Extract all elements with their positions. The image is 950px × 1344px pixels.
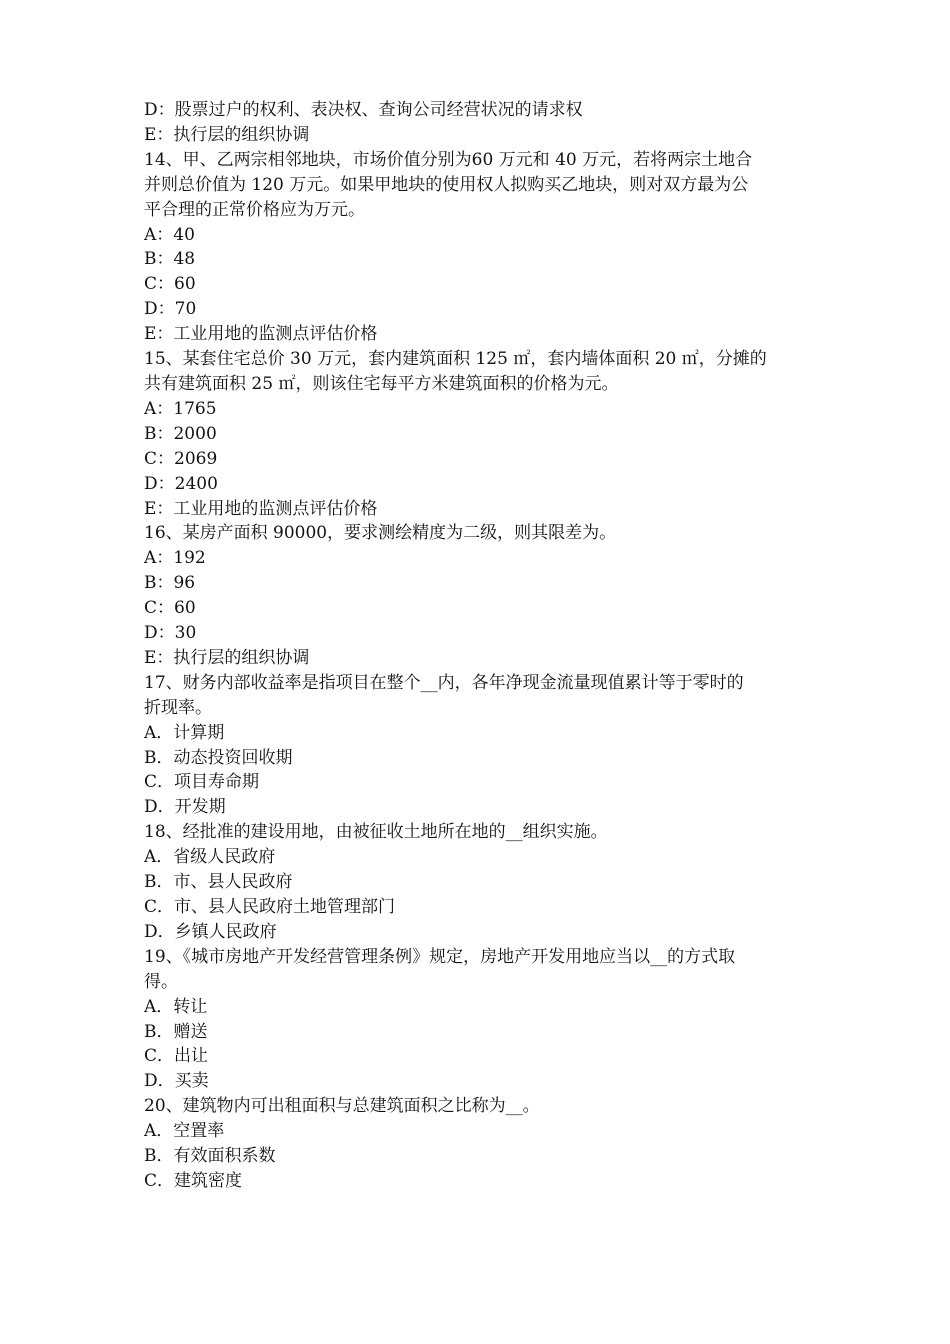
answer-option: B．动态投资回收期 bbox=[144, 747, 293, 768]
question-text-line: 得。 bbox=[144, 971, 178, 992]
question-text-line: 18、经批准的建设用地，由被征收土地所在地的__组织实施。 bbox=[144, 822, 608, 843]
answer-option: B．有效面积系数 bbox=[144, 1146, 276, 1167]
question-text-line: 14、甲、乙两宗相邻地块，市场价值分别为60 万元和 40 万元，若将两宗土地合 bbox=[144, 149, 753, 170]
answer-option: E：执行层的组织协调 bbox=[144, 647, 310, 668]
answer-option: D．买卖 bbox=[144, 1071, 209, 1092]
question-text-line: 20、建筑物内可出租面积与总建筑面积之比称为__。 bbox=[144, 1096, 540, 1117]
answer-option: D：30 bbox=[144, 623, 197, 644]
answer-option: D．乡镇人民政府 bbox=[144, 921, 277, 942]
answer-option: D：股票过户的权利、表决权、查询公司经营状况的请求权 bbox=[144, 100, 583, 120]
answer-option: A：192 bbox=[144, 548, 206, 569]
answer-option: D．开发期 bbox=[144, 797, 226, 818]
answer-option: B．赠送 bbox=[144, 1021, 208, 1042]
question-text-line: 共有建筑面积 25 ㎡，则该住宅每平方米建筑面积的价格为元。 bbox=[144, 373, 619, 394]
question-text-line: 17、财务内部收益率是指项目在整个__内，各年净现金流量现值累计等于零时的 bbox=[144, 672, 744, 693]
question-text-line: 折现率。 bbox=[144, 697, 212, 718]
answer-option: C：60 bbox=[144, 598, 196, 619]
question-text-line: 16、某房产面积 90000，要求测绘精度为二级，则其限差为。 bbox=[144, 523, 617, 544]
answer-option: E：执行层的组织协调 bbox=[144, 124, 310, 145]
answer-option: B：2000 bbox=[144, 423, 217, 444]
answer-option: E：工业用地的监测点评估价格 bbox=[144, 498, 378, 519]
question-text-line: 平合理的正常价格应为万元。 bbox=[144, 199, 365, 220]
answer-option: C．市、县人民政府土地管理部门 bbox=[144, 897, 396, 917]
answer-option: A．转让 bbox=[144, 996, 208, 1017]
answer-option: B：96 bbox=[144, 573, 196, 594]
answer-option: B：48 bbox=[144, 249, 196, 270]
answer-option: D：2400 bbox=[144, 473, 218, 494]
answer-option: C．出让 bbox=[144, 1046, 209, 1067]
answer-option: D：70 bbox=[144, 299, 197, 320]
answer-option: C：60 bbox=[144, 274, 196, 295]
answer-option: C．项目寿命期 bbox=[144, 772, 260, 793]
answer-option: C：2069 bbox=[144, 448, 218, 469]
answer-option: A．省级人民政府 bbox=[144, 847, 276, 868]
question-text-line: 15、某套住宅总价 30 万元，套内建筑面积 125 ㎡，套内墙体面积 20 ㎡，分摊的 bbox=[144, 349, 767, 370]
answer-option: B．市、县人民政府 bbox=[144, 872, 293, 893]
answer-option: E：工业用地的监测点评估价格 bbox=[144, 324, 378, 345]
document-page bbox=[144, 98, 816, 1194]
answer-option: A．计算期 bbox=[144, 722, 225, 743]
question-text-line: 并则总价值为 120 万元。如果甲地块的使用权人拟购买乙地块，则对双方最为公 bbox=[144, 174, 749, 195]
question-text-line: 19、《城市房地产开发经营管理条例》规定，房地产开发用地应当以__的方式取 bbox=[144, 946, 736, 967]
answer-option: C．建筑密度 bbox=[144, 1170, 243, 1191]
answer-option: A：1765 bbox=[144, 398, 217, 419]
answer-option: A：40 bbox=[144, 224, 195, 245]
answer-option: A．空置率 bbox=[144, 1121, 225, 1142]
